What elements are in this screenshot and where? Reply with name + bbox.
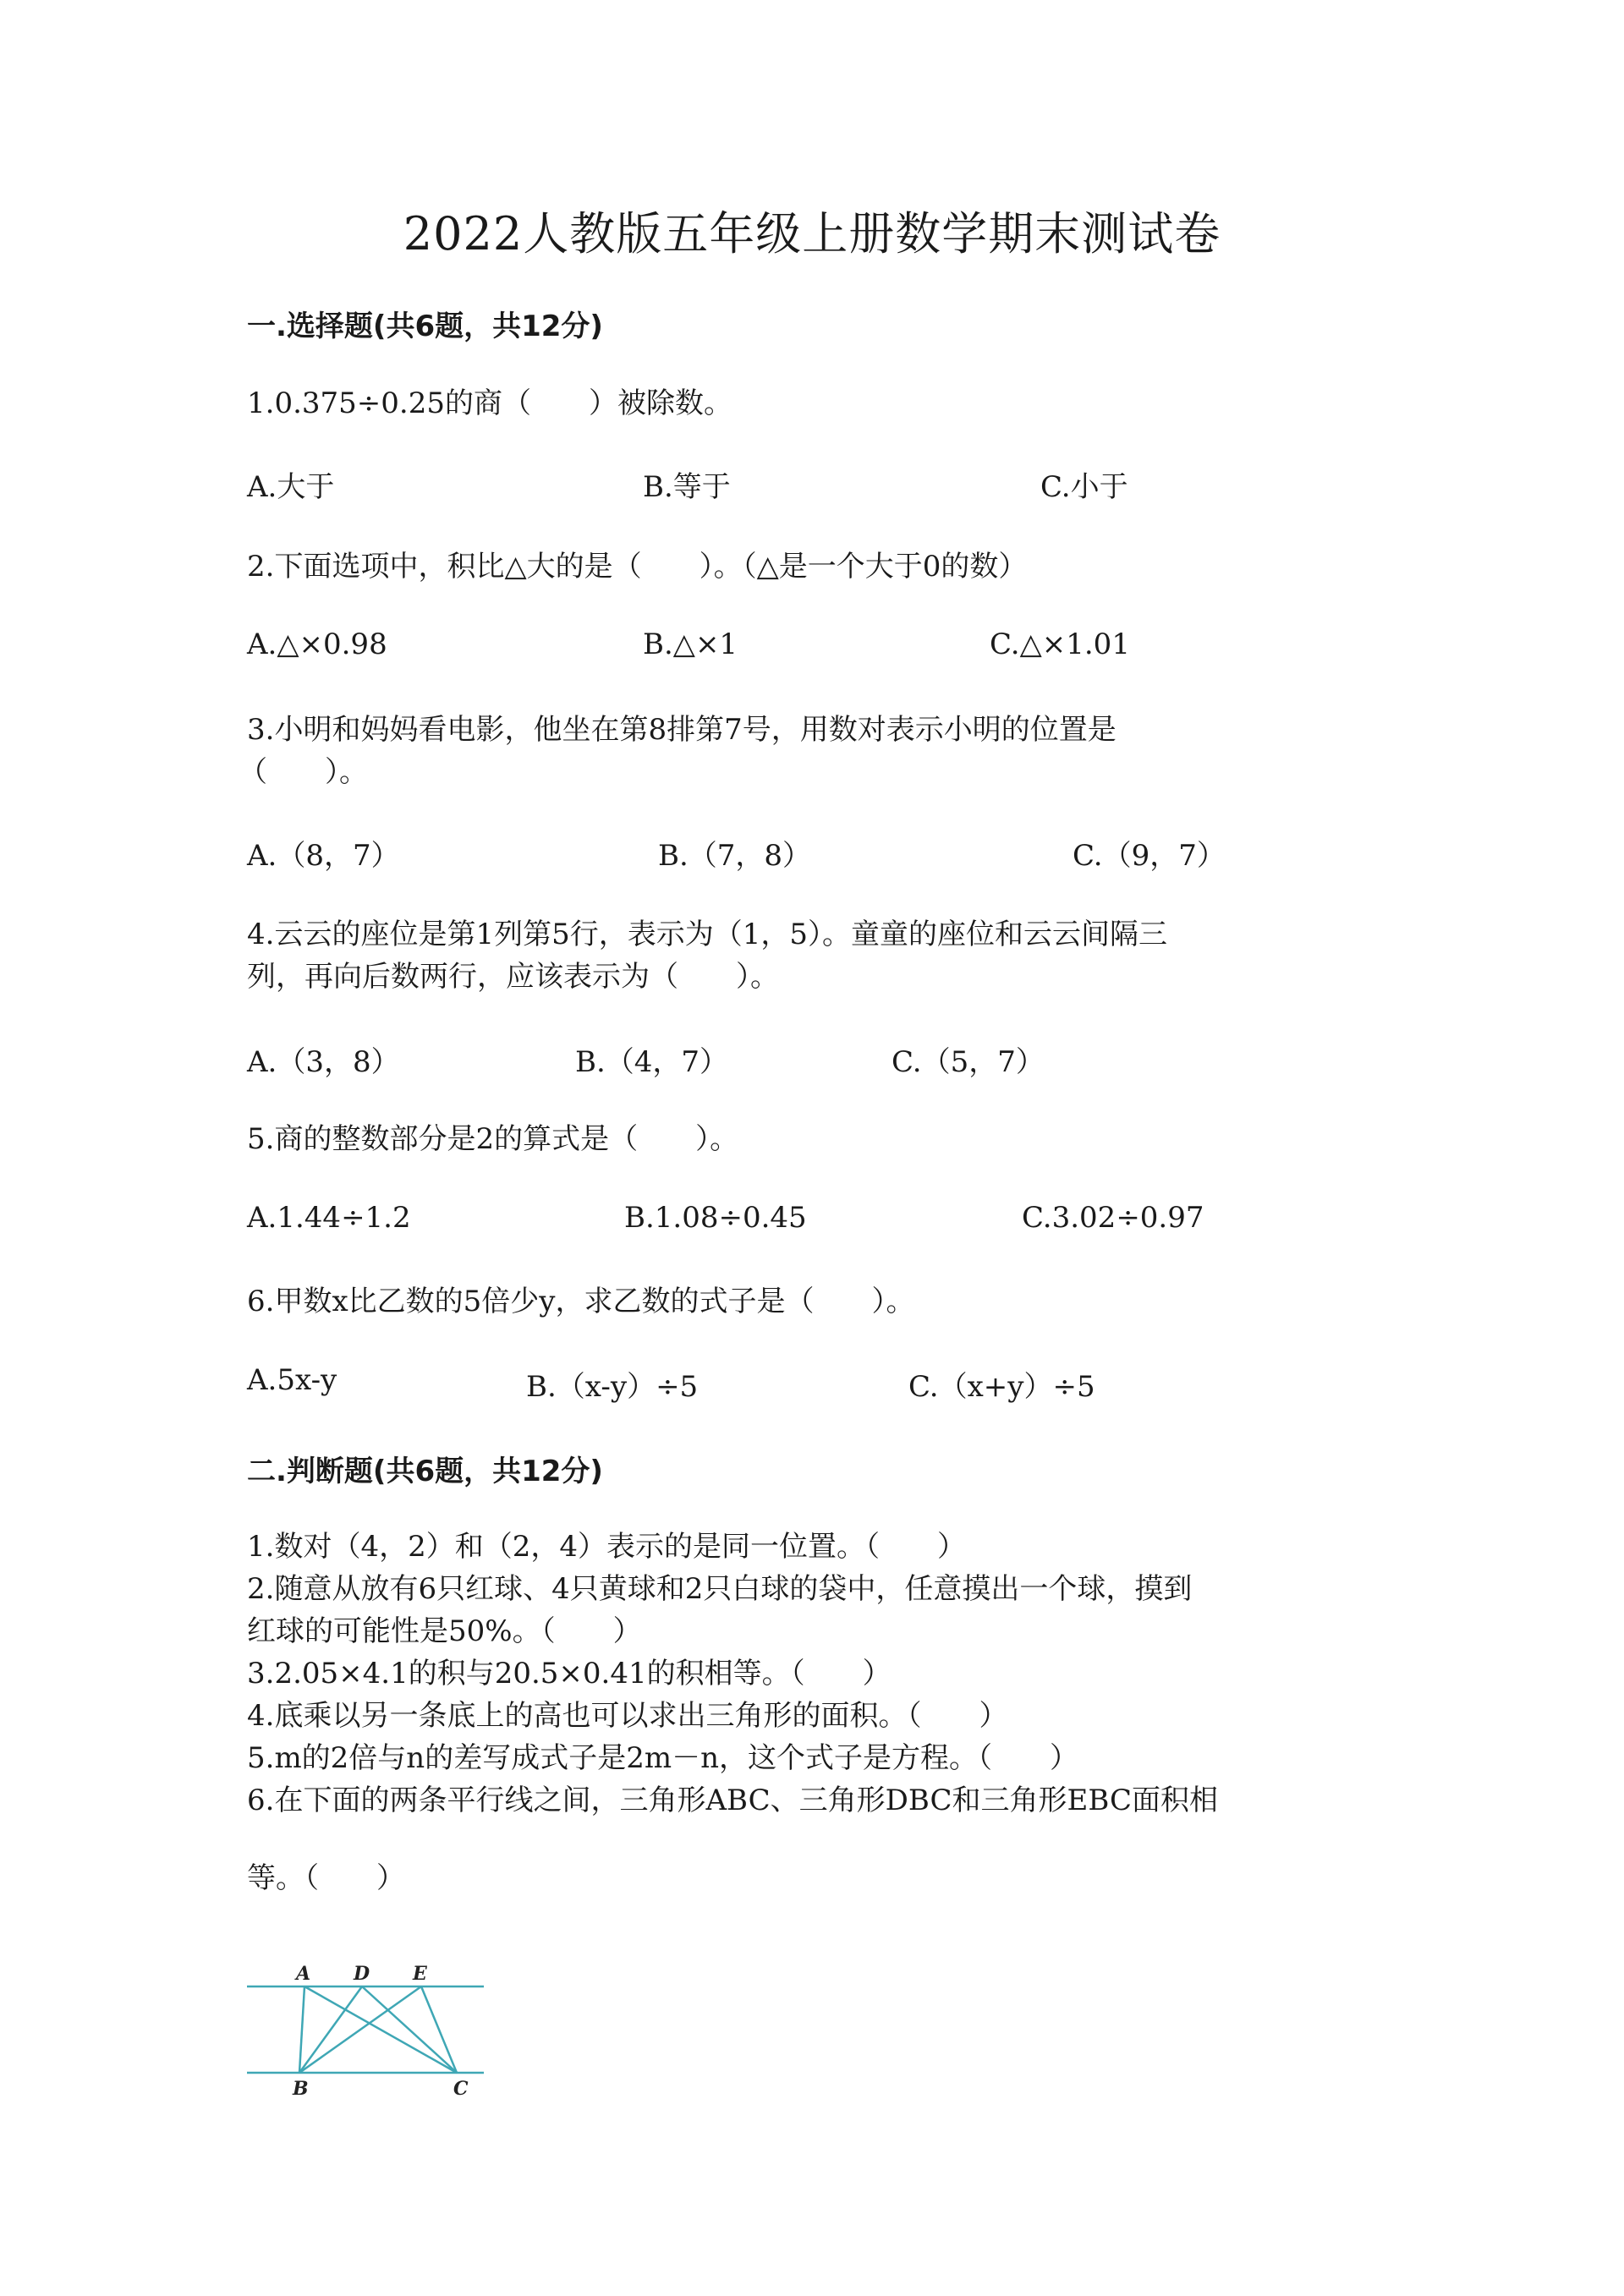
q4-option-c: C.（5，7）: [892, 1045, 1045, 1079]
label-b: B: [293, 2078, 309, 2100]
judge-line-5: 5.m的2倍与n的差写成式子是2m－n，这个式子是方程。（ ）: [247, 1741, 1078, 1775]
question-3-cont: （ ）。: [239, 755, 368, 789]
segment-eb: [299, 1986, 421, 2073]
judge-line-2-cont: 红球的可能性是50%。（ ）: [247, 1614, 642, 1648]
q2-option-a: A.△×0.98: [247, 627, 387, 661]
page-title: 2022人教版五年级上册数学期末测试卷: [403, 207, 1221, 260]
q4-option-b: B.（4，7）: [575, 1045, 729, 1079]
question-6: 6.甲数x比乙数的5倍少y，求乙数的式子是（ ）。: [247, 1285, 915, 1318]
segment-db: [299, 1986, 362, 2073]
segment-ab: [299, 1986, 304, 2073]
q5-option-b: B.1.08÷0.45: [624, 1201, 807, 1235]
q6-option-c: C.（x+y）÷5: [908, 1370, 1095, 1404]
judge-line-6-cont: 等。（ ）: [247, 1861, 405, 1895]
label-d: D: [354, 1963, 370, 1985]
question-1: 1.0.375÷0.25的商（ ）被除数。: [247, 386, 732, 420]
question-4: 4.云云的座位是第1列第5行，表示为（1，5）。童童的座位和云云间隔三: [247, 918, 1167, 951]
q1-option-a: A.大于: [247, 470, 335, 504]
question-4-cont: 列，再向后数两行，应该表示为（ ）。: [247, 960, 779, 994]
question-2: 2.下面选项中，积比△大的是（ ）。（△是一个大于0的数）: [247, 550, 1028, 584]
judge-line-2: 2.随意从放有6只红球、4只黄球和2只白球的袋中，任意摸出一个球，摸到: [247, 1572, 1193, 1606]
section-heading-judgement: 二.判断题(共6题，共12分): [247, 1455, 603, 1488]
label-a: A: [296, 1963, 311, 1985]
q3-option-c: C.（9，7）: [1073, 839, 1226, 873]
question-3: 3.小明和妈妈看电影，他坐在第8排第7号，用数对表示小明的位置是: [247, 713, 1116, 747]
judge-line-6: 6.在下面的两条平行线之间，三角形ABC、三角形DBC和三角形EBC面积相: [247, 1784, 1218, 1817]
q2-option-b: B.△×1: [643, 627, 738, 661]
label-e: E: [413, 1963, 427, 1985]
q5-option-a: A.1.44÷1.2: [247, 1201, 411, 1235]
judge-line-1: 1.数对（4，2）和（2，4）表示的是同一位置。（ ）: [247, 1530, 966, 1564]
q2-option-c: C.△×1.01: [990, 627, 1130, 661]
q1-option-c: C.小于: [1040, 470, 1128, 504]
judge-line-4: 4.底乘以另一条底上的高也可以求出三角形的面积。（ ）: [247, 1699, 1008, 1733]
q3-option-a: A.（8，7）: [247, 839, 400, 873]
q6-option-a: A.5x-y: [247, 1363, 337, 1397]
parallel-lines-triangles-figure: [245, 1958, 491, 2101]
section-heading-choice: 一.选择题(共6题，共12分): [247, 310, 603, 343]
q1-option-b: B.等于: [643, 470, 731, 504]
q6-option-b: B.（x-y）÷5: [526, 1370, 699, 1404]
segment-ec: [421, 1986, 457, 2073]
segment-ac: [304, 1986, 457, 2073]
judge-line-3: 3.2.05×4.1的积与20.5×0.41的积相等。（ ）: [247, 1657, 892, 1690]
q4-option-a: A.（3，8）: [247, 1045, 400, 1079]
question-5: 5.商的整数部分是2的算式是（ ）。: [247, 1122, 739, 1156]
segment-dc: [362, 1986, 457, 2073]
label-c: C: [453, 2078, 469, 2100]
q5-option-c: C.3.02÷0.97: [1022, 1201, 1204, 1235]
q3-option-b: B.（7，8）: [658, 839, 812, 873]
